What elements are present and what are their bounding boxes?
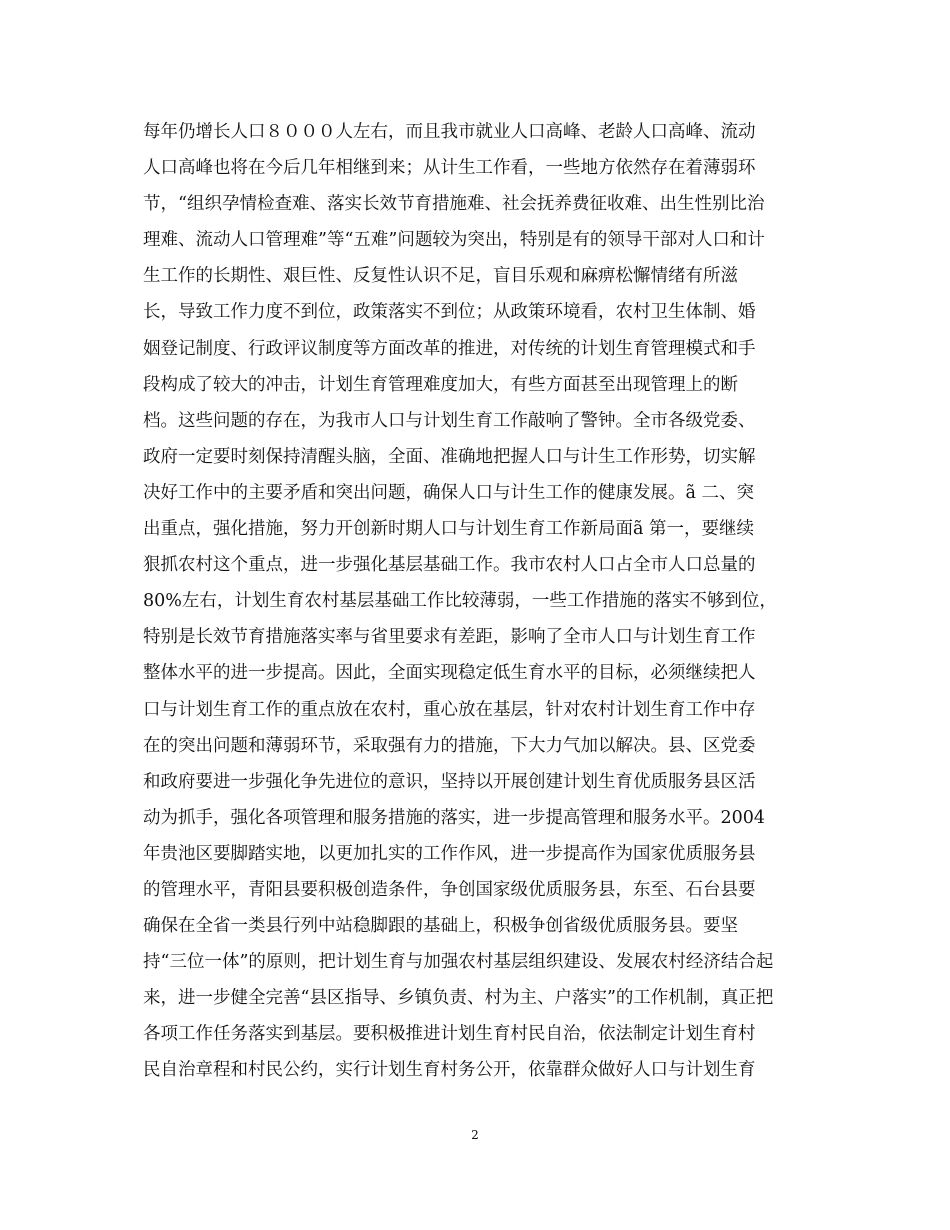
text-line: 长，导致工作力度不到位，政策落实不到位；从政策环境看，农村卫生体制、婚 bbox=[143, 302, 756, 323]
text-line: 政府一定要时刻保持清醒头脑，全面、准确地把握人口与计生工作形势，切实解 bbox=[143, 446, 756, 467]
text-line: 节，“组织孕情检查难、落实长效节育措施难、社会抚养费征收难、出生性别比治 bbox=[143, 194, 765, 215]
text-line: 来，进一步健全完善“县区指导、乡镇负责、村为主、户落实”的工作机制，真正把 bbox=[143, 988, 774, 1009]
text-line: 的管理水平，青阳县要积极创造条件，争创国家级优质服务县，东至、石台县要 bbox=[143, 879, 756, 900]
text-line: 特别是长效节育措施落实率与省里要求有差距，影响了全市人口与计划生育工作 bbox=[143, 627, 756, 648]
text-line: 动为抓手，强化各项管理和服务措施的落实，进一步提高管理和服务水平。2004 bbox=[143, 807, 766, 828]
text-line: 人口高峰也将在今后几年相继到来；从计生工作看，一些地方依然存在着薄弱环 bbox=[143, 158, 756, 179]
text-line: 每年仍增长人口８０００人左右，而且我市就业人口高峰、老龄人口高峰、流动 bbox=[143, 122, 756, 142]
text-line: 口与计划生育工作的重点放在农村，重心放在基层，针对农村计划生育工作中存 bbox=[143, 699, 756, 720]
text-line: 出重点，强化措施，努力开创新时期人口与计划生育工作新局面ã 第一，要继续 bbox=[143, 519, 754, 540]
text-line: 各项工作任务落实到基层。要积极推进计划生育村民自治，依法制定计划生育村 bbox=[143, 1024, 756, 1045]
text-line: 80%左右，计划生育农村基层基础工作比较薄弱，一些工作措施的落实不够到位， bbox=[143, 591, 777, 612]
text-line: 决好工作中的主要矛盾和突出问题，确保人口与计生工作的健康发展。ã 二、突 bbox=[143, 482, 754, 503]
text-line: 狠抓农村这个重点，进一步强化基层基础工作。我市农村人口占全市人口总量的 bbox=[143, 555, 756, 576]
text-line: 生工作的长期性、艰巨性、反复性认识不足，盲目乐观和麻痹松懈情绪有所滋 bbox=[143, 266, 738, 287]
text-line: 确保在全省一类县行列中站稳脚跟的基础上，积极争创省级优质服务县。要坚 bbox=[143, 916, 738, 937]
text-line: 在的突出问题和薄弱环节，采取强有力的措施，下大力气加以解决。县、区党委 bbox=[143, 735, 756, 756]
text-line: 年贵池区要脚踏实地，以更加扎实的工作作风，进一步提高作为国家优质服务县 bbox=[143, 843, 756, 864]
text-line: 姻登记制度、行政评议制度等方面改革的推进，对传统的计划生育管理模式和手 bbox=[143, 338, 756, 359]
page-number: 2 bbox=[471, 1128, 479, 1142]
text-line: 民自治章程和村民公约，实行计划生育村务公开，依靠群众做好人口与计划生育 bbox=[143, 1060, 756, 1081]
text-line: 和政府要进一步强化争先进位的意识，坚持以开展创建计划生育优质服务县区活 bbox=[143, 771, 756, 792]
body-text bbox=[143, 114, 813, 1089]
text-line: 整体水平的进一步提高。因此，全面实现稳定低生育水平的目标，必须继续把人 bbox=[143, 663, 756, 684]
text-line: 理难、流动人口管理难”等“五难”问题较为突出，特别是有的领导干部对人口和计 bbox=[143, 230, 765, 251]
text-line: 持“三位一体”的原则，把计划生育与加强农村基层组织建设、发展农村经济结合起 bbox=[143, 952, 774, 973]
text-line: 档。这些问题的存在，为我市人口与计划生育工作敲响了警钟。全市各级党委、 bbox=[143, 410, 756, 431]
text-line: 段构成了较大的冲击，计划生育管理难度加大，有些方面甚至出现管理上的断 bbox=[143, 374, 738, 395]
